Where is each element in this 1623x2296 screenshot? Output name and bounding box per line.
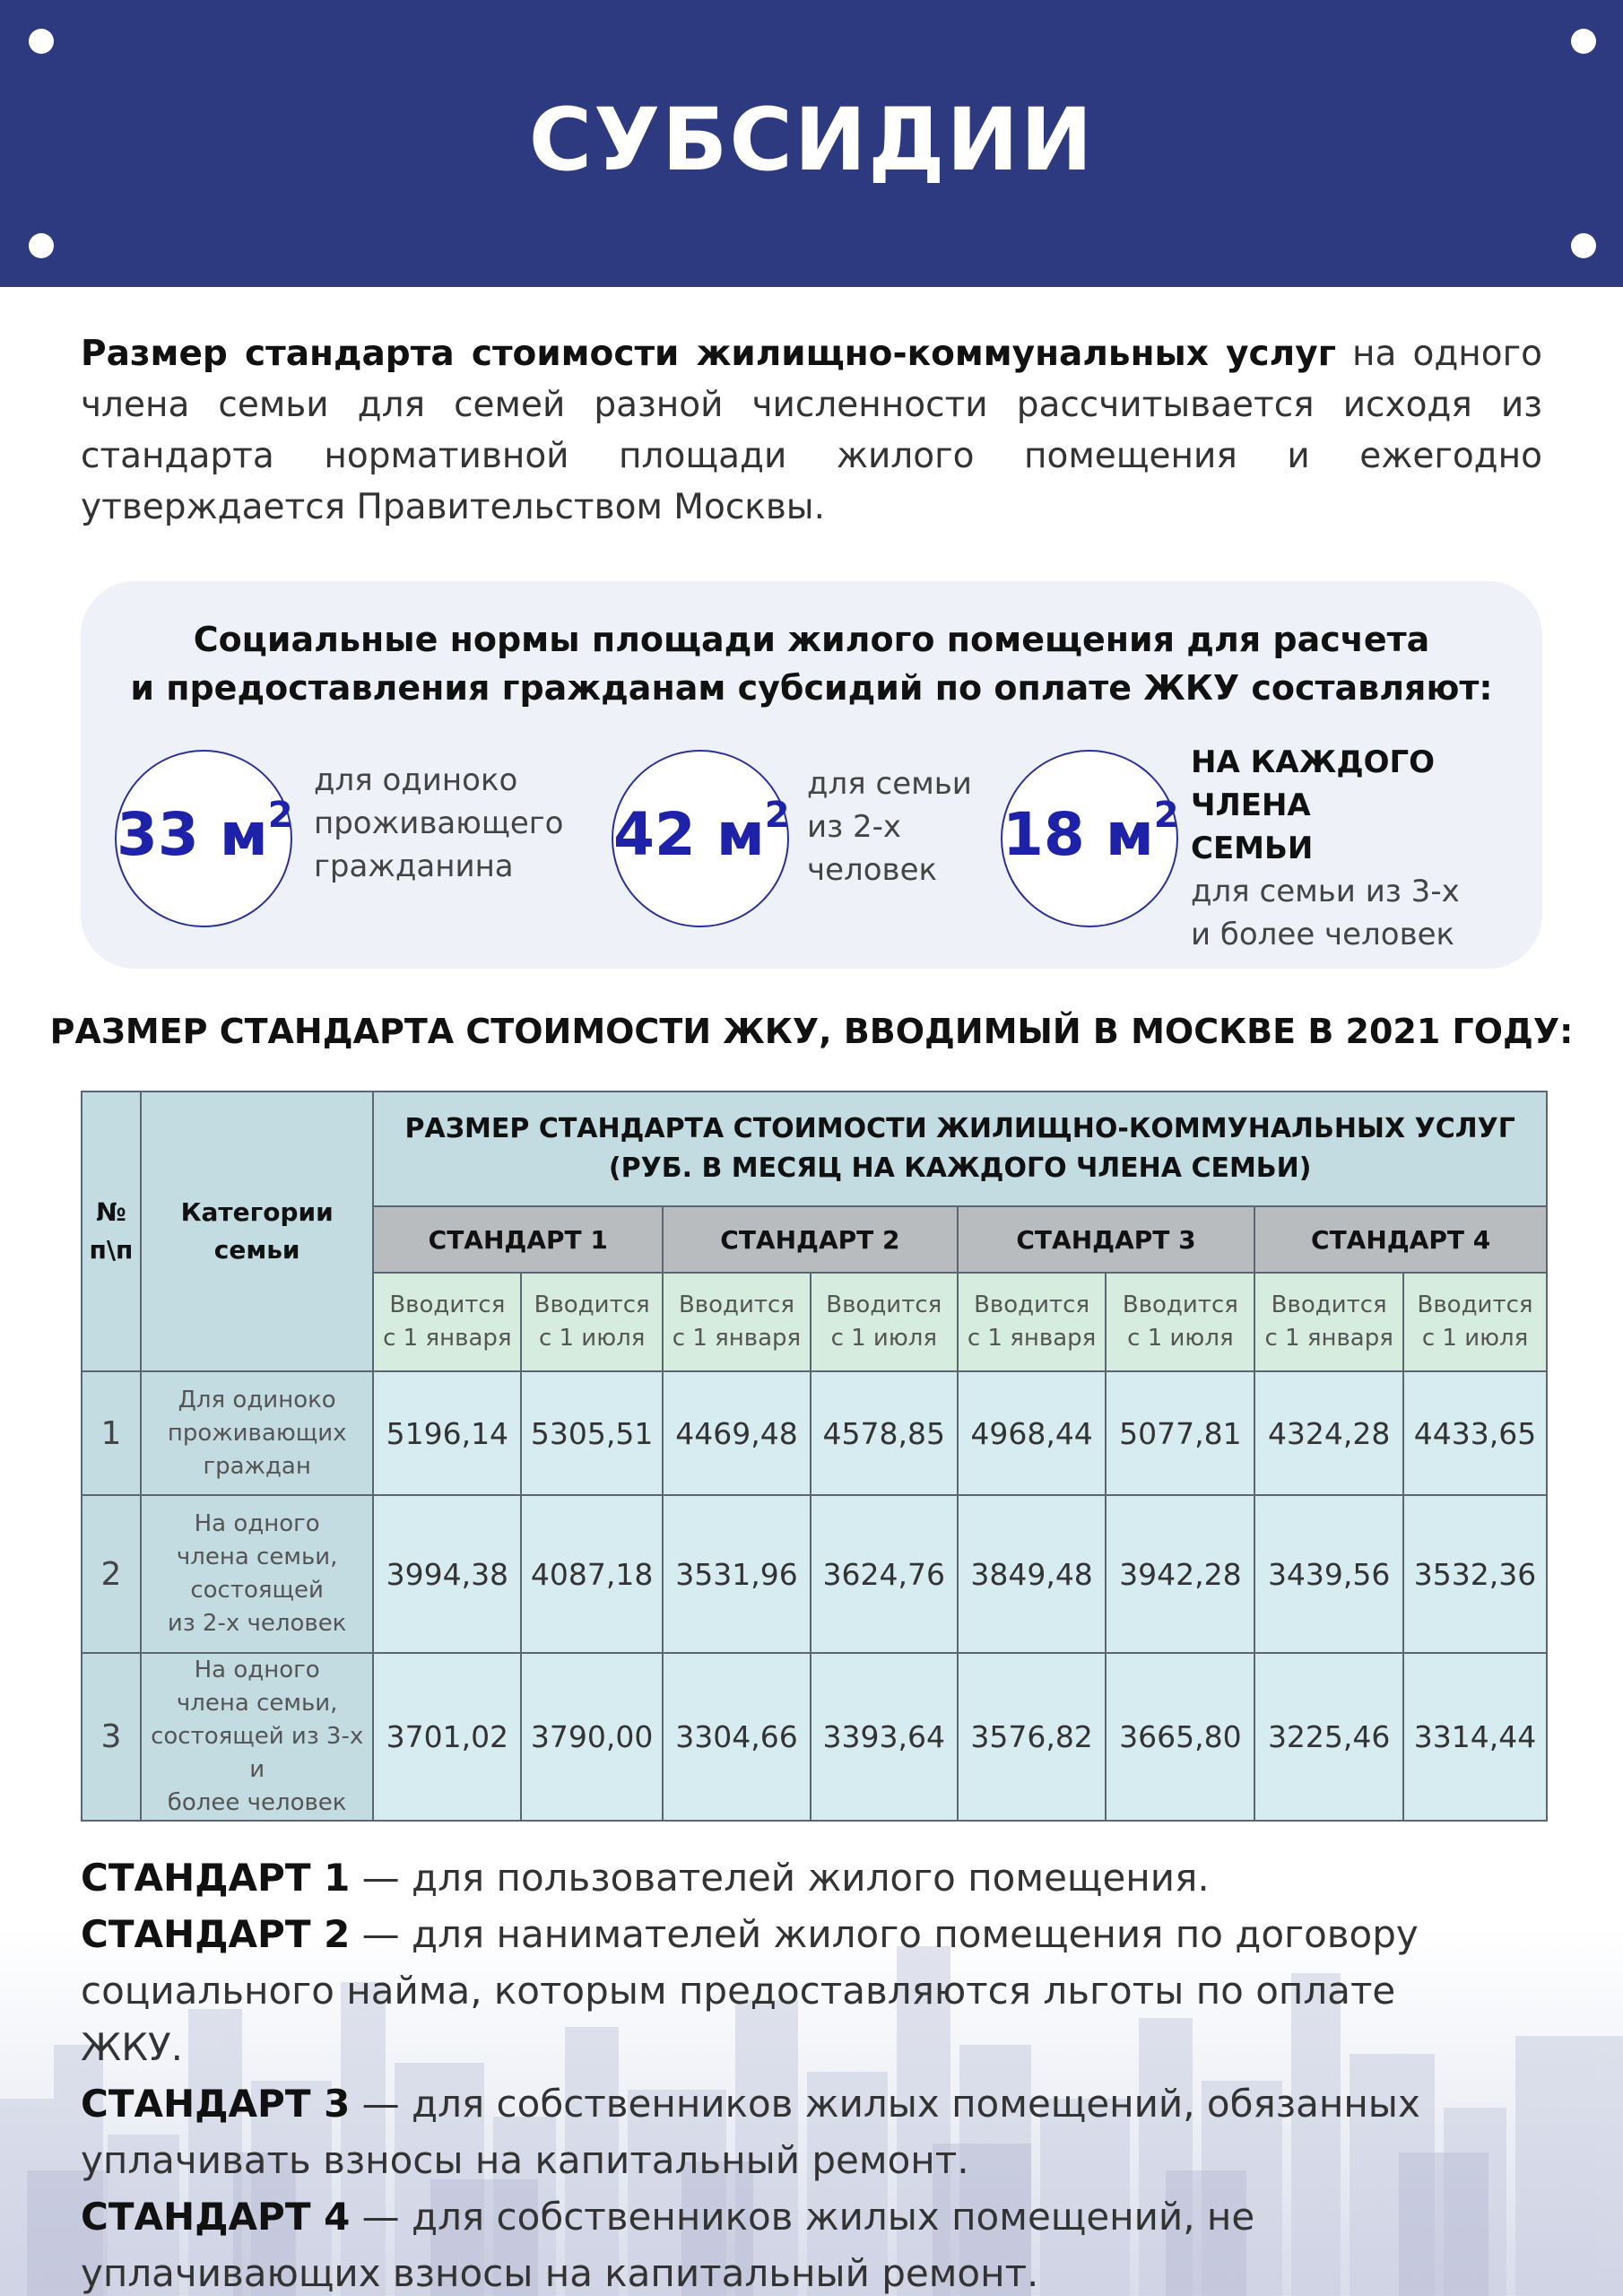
header-banner [0, 0, 1623, 287]
header-from-january: Вводится с 1 января [663, 1273, 811, 1371]
table-cell: 3531,96 [663, 1495, 811, 1653]
page-title: СУБСИДИИ [528, 90, 1095, 190]
legend-item: СТАНДАРТ 3 — для собственников жилых помещений, обязанных уплачивать взносы на капитальный ремонт. [81, 2082, 1420, 2182]
row-number: 3 [82, 1653, 141, 1821]
table-cell: 5305,51 [521, 1371, 663, 1495]
norm-circle [1001, 750, 1178, 927]
row-number: 2 [82, 1495, 141, 1653]
norm-value: 42 $м^2$ [613, 795, 790, 869]
norms-title-line: и предоставления гражданам субсидий по оплате ЖКУ составляют: [130, 668, 1493, 708]
header-standard-cost: РАЗМЕР СТАНДАРТА СТОИМОСТИ ЖИЛИЩНО-КОММУНАЛЬНЫХ УСЛУГ (РУБ. В МЕСЯЦ НА КАЖДОГО ЧЛЕНА СЕМЬИ) [373, 1091, 1547, 1206]
table-cell: 5077,81 [1106, 1371, 1254, 1495]
table-cell: 4433,65 [1403, 1371, 1547, 1495]
table-cell: 3942,28 [1106, 1495, 1254, 1653]
rivet-dot-icon [1571, 233, 1596, 258]
norms-title-line: Социальные нормы площади жилого помещения для расчета [193, 620, 1430, 659]
norm-value: 33 $м^2$ [117, 795, 293, 869]
row-category: На одного члена семьи, состоящей из 3-х и более человек [141, 1653, 374, 1821]
table-cell: 3665,80 [1106, 1653, 1254, 1821]
rivet-dot-icon [1571, 29, 1596, 54]
norms-panel [81, 581, 1542, 969]
table-row [82, 1653, 1547, 1821]
table-cell: 3624,76 [811, 1495, 958, 1653]
header-from-january: Вводится с 1 января [1254, 1273, 1403, 1371]
table-cell: 4324,28 [1254, 1371, 1403, 1495]
rivet-dot-icon [29, 29, 54, 54]
table-cell: 3701,02 [373, 1653, 521, 1821]
norms-title [81, 615, 1542, 712]
legend-item: СТАНДАРТ 4 — для собственников жилых помещений, не уплачивающих взносы на капитальный ремонт. [81, 2195, 1255, 2295]
header-from-july: Вводится с 1 июля [1106, 1273, 1254, 1371]
table-cell: 3225,46 [1254, 1653, 1403, 1821]
intro-text: на одного члена семьи для семей разной численности рассчитывается исходя из стандарта нормативной площади жилого помещения и ежегодно утверждается Правительством Москвы. [81, 334, 1542, 527]
header-from-july: Вводится с 1 июля [811, 1273, 958, 1371]
header-standard-2: СТАНДАРТ 2 [663, 1206, 958, 1273]
norm-circle [612, 750, 789, 927]
section-title: РАЗМЕР СТАНДАРТА СТОИМОСТИ ЖКУ, ВВОДИМЫЙ В МОСКВЕ В 2021 ГОДУ: [49, 1012, 1574, 1051]
header-standard-4: СТАНДАРТ 4 [1254, 1206, 1547, 1273]
header-from-january: Вводится с 1 января [373, 1273, 521, 1371]
norm-description: для семьи из 2-х человек [807, 766, 972, 888]
header-standard-3: СТАНДАРТ 3 [958, 1206, 1255, 1273]
header-from-july: Вводится с 1 июля [521, 1273, 663, 1371]
table-cell: 3849,48 [958, 1495, 1107, 1653]
table-cell: 3994,38 [373, 1495, 521, 1653]
table-cell: 3314,44 [1403, 1653, 1547, 1821]
standards-table [81, 1091, 1548, 1822]
table-row [82, 1371, 1547, 1495]
standards-legend [81, 1849, 1605, 2296]
table-cell: 4578,85 [811, 1371, 958, 1495]
header-standard-1: СТАНДАРТ 1 [373, 1206, 663, 1273]
rivet-dot-icon [29, 233, 54, 258]
row-category: На одного члена семьи, состоящей из 2-х человек [141, 1495, 374, 1653]
table-cell: 4087,18 [521, 1495, 663, 1653]
header-from-january: Вводится с 1 января [958, 1273, 1107, 1371]
legend-item: СТАНДАРТ 2 — для нанимателей жилого помещения по договору социального найма, которым предоставляются льготы по оплате ЖКУ. [81, 1912, 1419, 2069]
table-cell: 3790,00 [521, 1653, 663, 1821]
norm-value: 18 $м^2$ [1002, 795, 1179, 869]
table-cell: 3532,36 [1403, 1495, 1547, 1653]
legend-item: СТАНДАРТ 1 — для пользователей жилого помещения. [81, 1856, 1210, 1900]
table-cell: 3304,66 [663, 1653, 811, 1821]
table-cell: 3393,64 [811, 1653, 958, 1821]
table-cell: 5196,14 [373, 1371, 521, 1495]
table-row [82, 1495, 1547, 1653]
table-cell: 4968,44 [958, 1371, 1107, 1495]
table-cell: 3439,56 [1254, 1495, 1403, 1653]
header-number: № п\п [82, 1091, 141, 1371]
norm-description: НА КАЖДОГО ЧЛЕНА СЕМЬИ для семьи из 3-х и более человек [1191, 744, 1460, 952]
norm-per-member [1001, 744, 1539, 952]
header-category: Категории семьи [141, 1091, 374, 1371]
table-cell: 3576,82 [958, 1653, 1107, 1821]
norm-single [115, 750, 581, 929]
norm-two-person [612, 750, 988, 929]
table-cell: 4469,48 [663, 1371, 811, 1495]
row-category: Для одиноко проживающих граждан [141, 1371, 374, 1495]
intro-paragraph [81, 328, 1542, 533]
header-from-july: Вводится с 1 июля [1403, 1273, 1547, 1371]
norm-circle [115, 750, 292, 927]
row-number: 1 [82, 1371, 141, 1495]
intro-bold-text: Размер стандарта стоимости жилищно-коммунальных услуг [81, 334, 1337, 374]
norm-description: для одиноко проживающего гражданина [314, 762, 564, 884]
